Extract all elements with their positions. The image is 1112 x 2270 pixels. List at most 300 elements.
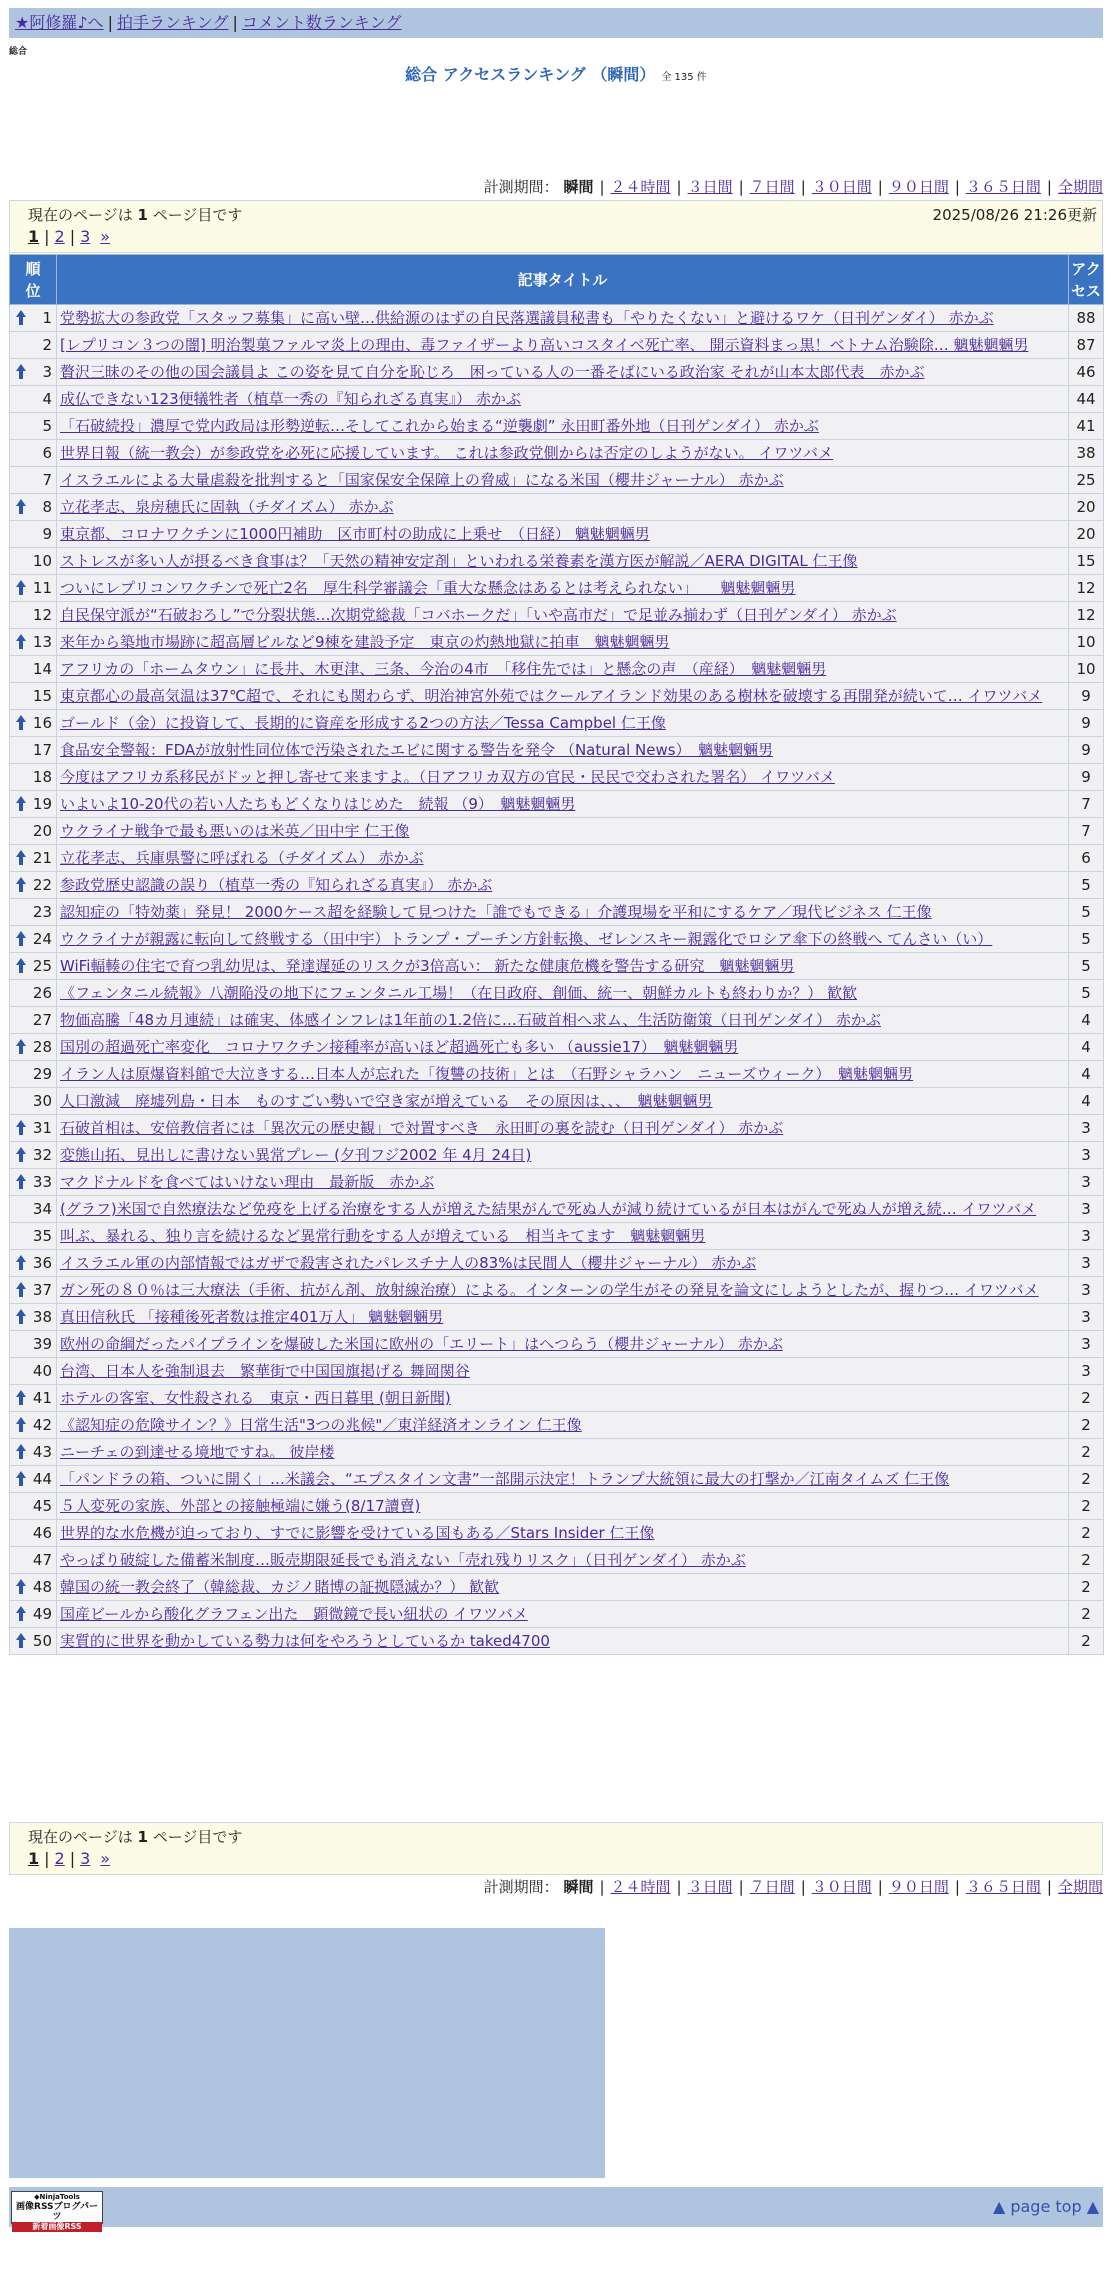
title-cell — [57, 629, 1069, 656]
period-current: 瞬間 — [563, 1878, 594, 1896]
access-count: 10 — [1069, 656, 1104, 683]
rank-number: 16 — [32, 714, 52, 732]
rank-cell — [10, 494, 57, 521]
title-text: 総合 アクセスランキング （瞬間） — [405, 65, 656, 84]
article-title-link[interactable]: 贅沢三昧のその他の国会議員よ この姿を見て自分を恥じろ 困っている人の一番そばにいる政治家 それが山本太郎代表 赤かぶ — [60, 363, 925, 381]
title-cell — [57, 872, 1069, 899]
access-count: 2 — [1069, 1547, 1104, 1574]
access-count: 10 — [1069, 629, 1104, 656]
rank-cell — [10, 1277, 57, 1304]
article-title-link[interactable]: 党勢拡大の参政党「スタッフ募集」に高い壁…供給源のはずの自民落選議員秘書も「やりたくない」と避けるワケ（日刊ゲンダイ） 赤かぶ — [60, 309, 994, 327]
access-count: 3 — [1069, 1304, 1104, 1331]
rank-number: 3 — [42, 363, 52, 381]
article-title-link[interactable]: 今度はアフリカ系移民がドッと押し寄せて来ますよ。（日アフリカ双方の官民・民民で交わされた署名） イワツバメ — [60, 768, 835, 786]
article-title-link[interactable]: 《認知症の危険サイン？》日常生活"3つの兆候"／東洋経済オンライン 仁王像 — [60, 1416, 582, 1434]
access-count: 46 — [1069, 359, 1104, 386]
access-count: 3 — [1069, 1223, 1104, 1250]
article-title-link[interactable]: 実質的に世界を動かしている勢力は何をやろうとしているか taked4700 — [60, 1632, 550, 1650]
ranking-body — [10, 305, 1104, 1655]
access-count: 5 — [1069, 926, 1104, 953]
access-count: 2 — [1069, 1385, 1104, 1412]
table-row — [10, 1304, 1104, 1331]
table-row — [10, 359, 1104, 386]
table-row — [10, 1547, 1104, 1574]
table-row — [10, 1250, 1104, 1277]
rank-cell — [10, 1061, 57, 1088]
table-row — [10, 791, 1104, 818]
rank-cell — [10, 413, 57, 440]
rank-number: 39 — [32, 1335, 52, 1353]
article-title-link[interactable]: 人口激減 廃墟列島・日本 ものすごい勢いで空き家が増えている その原因は、、、 魑魅魍魎男 — [60, 1092, 713, 1110]
rank-cell — [10, 602, 57, 629]
article-title-link[interactable]: 国産ビールから酸化グラフェン出た 顕微鏡で長い紐状の イワツバメ — [60, 1605, 528, 1623]
table-row — [10, 872, 1104, 899]
title-cell — [57, 845, 1069, 872]
access-count: 2 — [1069, 1439, 1104, 1466]
table-row — [10, 521, 1104, 548]
rank-number: 13 — [32, 633, 52, 651]
title-cell — [57, 1628, 1069, 1655]
col-title-header: 記事タイトル — [57, 255, 1069, 305]
access-count: 15 — [1069, 548, 1104, 575]
title-cell — [57, 1466, 1069, 1493]
article-title-link[interactable]: 認知症の「特効薬」発見！ 2000ケース超を経験して見つけた「誰でもできる」介護現場を平和にするケア／現代ビジネス 仁王像 — [60, 903, 932, 921]
rank-number: 5 — [42, 417, 52, 435]
table-row — [10, 845, 1104, 872]
access-count: 38 — [1069, 440, 1104, 467]
title-cell — [57, 521, 1069, 548]
table-row — [10, 1358, 1104, 1385]
table-row — [10, 1061, 1104, 1088]
title-cell — [57, 1169, 1069, 1196]
access-count: 3 — [1069, 1142, 1104, 1169]
pager-bottom — [9, 1822, 1103, 1875]
access-count: 25 — [1069, 467, 1104, 494]
rank-cell — [10, 953, 57, 980]
rank-up-arrow-icon — [16, 1147, 26, 1163]
article-count: 全 135 件 — [661, 72, 707, 83]
rank-number: 9 — [42, 525, 52, 543]
rank-cell — [10, 575, 57, 602]
period-24h-link[interactable]: ２４時間 — [610, 178, 671, 196]
title-cell — [57, 1493, 1069, 1520]
access-count: 20 — [1069, 494, 1104, 521]
period-label: 計測期間： — [483, 178, 559, 196]
rank-cell — [10, 1466, 57, 1493]
article-title-link[interactable]: WiFi輻輳の住宅で育つ乳幼児は、発達遅延のリスクが3倍高い： 新たな健康危機を警告する研究 魑魅魍魎男 — [60, 957, 795, 975]
rank-number: 4 — [42, 390, 52, 408]
article-title-link[interactable]: イスラエル軍の内部情報ではガザで殺害されたパレスチナ人の83%は民間人（櫻井ジャーナル） 赤かぶ — [60, 1254, 757, 1272]
table-row — [10, 1574, 1104, 1601]
title-cell — [57, 818, 1069, 845]
col-rank-header: 順 位 — [10, 255, 57, 305]
access-count: 2 — [1069, 1466, 1104, 1493]
article-title-link[interactable]: 国別の超過死亡率変化 コロナワクチン接種率が高いほど超過死亡も多い （aussie17） 魑魅魍魎男 — [60, 1038, 739, 1056]
article-title-link[interactable]: マクドナルドを食べてはいけない理由 最新版 赤かぶ — [60, 1173, 435, 1191]
article-title-link[interactable]: ニーチェの到達せる境地ですね。 彼岸楼 — [60, 1443, 335, 1461]
table-row — [10, 548, 1104, 575]
page-2-link[interactable]: 2 — [54, 1849, 65, 1868]
title-cell — [57, 1304, 1069, 1331]
title-cell — [57, 1277, 1069, 1304]
rank-up-arrow-icon — [16, 1255, 26, 1271]
rank-cell — [10, 791, 57, 818]
period-3d-link[interactable]: ３日間 — [687, 178, 733, 196]
article-title-link[interactable]: ホテルの客室、女性殺される 東京・西日暮里 (朝日新聞) — [60, 1389, 451, 1407]
article-title-link[interactable]: 真田信秋氏 「接種後死者数は推定401万人」 魑魅魍魎男 — [60, 1308, 444, 1326]
table-row — [10, 1007, 1104, 1034]
rank-cell — [10, 1088, 57, 1115]
table-row — [10, 683, 1104, 710]
rank-number: 40 — [32, 1362, 52, 1380]
title-cell — [57, 413, 1069, 440]
access-count: 3 — [1069, 1277, 1104, 1304]
title-cell — [57, 764, 1069, 791]
rank-number: 14 — [32, 660, 52, 678]
title-cell — [57, 1061, 1069, 1088]
table-row — [10, 386, 1104, 413]
rank-number: 28 — [32, 1038, 52, 1056]
col-access-header: アク セス — [1069, 255, 1104, 305]
table-row — [10, 737, 1104, 764]
title-cell — [57, 791, 1069, 818]
rank-cell — [10, 656, 57, 683]
page-links: 1 | 2 | 3 » — [28, 227, 111, 246]
title-cell — [57, 1358, 1069, 1385]
rank-number: 47 — [32, 1551, 52, 1569]
rank-number: 18 — [32, 768, 52, 786]
period-30d-link[interactable]: ３０日間 — [811, 178, 872, 196]
access-count: 9 — [1069, 737, 1104, 764]
title-cell — [57, 386, 1069, 413]
article-title-link[interactable]: ついにレプリコンワクチンで死亡2名 厚生科学審議会「重大な懸念はあるとは考えられない」 魑魅魍魎男 — [60, 579, 796, 597]
rank-number: 23 — [32, 903, 52, 921]
title-cell — [57, 1250, 1069, 1277]
separator: | — [107, 13, 113, 32]
article-title-link[interactable]: 欧州の命綱だったパイプラインを爆破した米国に欧州の「エリート」はへつらう（櫻井ジャーナル） 赤かぶ — [60, 1335, 783, 1353]
title-cell — [57, 575, 1069, 602]
rank-number: 31 — [32, 1119, 52, 1137]
table-row — [10, 1412, 1104, 1439]
table-row — [10, 602, 1104, 629]
rank-number: 20 — [32, 822, 52, 840]
article-title-link[interactable]: 石破首相は、安倍教信者には「異次元の歴史観」で対置すべき 永田町の裏を読む（日刊ゲンダイ） 赤かぶ — [60, 1119, 784, 1137]
access-count: 3 — [1069, 1115, 1104, 1142]
rank-up-arrow-icon — [16, 1579, 26, 1595]
period-365d-link[interactable]: ３６５日間 — [965, 1878, 1041, 1896]
ad-placeholder — [9, 1928, 605, 2178]
article-title-link[interactable]: 食品安全警報：FDAが放射性同位体で汚染されたエビに関する警告を発令 （Natural News） 魑魅魍魎男 — [60, 741, 774, 759]
article-title-link[interactable]: 立花孝志、兵庫県警に呼ばれる（チダイズム） 赤かぶ — [60, 849, 424, 867]
rank-cell — [10, 1520, 57, 1547]
rank-cell — [10, 1034, 57, 1061]
rank-cell — [10, 1115, 57, 1142]
access-count: 20 — [1069, 521, 1104, 548]
title-cell — [57, 467, 1069, 494]
page-links: 1 | 2 | 3 » — [28, 1849, 111, 1868]
rank-up-arrow-icon — [16, 958, 26, 974]
page-1-link[interactable]: 1 — [28, 1849, 40, 1868]
table-row — [10, 1034, 1104, 1061]
period-7d-link[interactable]: ７日間 — [749, 1878, 795, 1896]
access-count: 3 — [1069, 1250, 1104, 1277]
rank-number: 43 — [32, 1443, 52, 1461]
table-row — [10, 926, 1104, 953]
access-count: 2 — [1069, 1493, 1104, 1520]
rank-up-arrow-icon — [16, 634, 26, 650]
article-title-link[interactable]: (グラフ)米国で自然療法など免疫を上げる治療をする人が増えた結果がんで死ぬ人が減り続けているが日本はがんで死ぬ人が増え続… イワツバメ — [60, 1200, 1037, 1218]
article-title-link[interactable]: 韓国の統一教会終了（韓総裁、カジノ賭博の証拠隠滅か？） 歓歓 — [60, 1578, 500, 1596]
page-3-link[interactable]: 3 — [80, 227, 91, 246]
rank-cell — [10, 1142, 57, 1169]
comment-ranking-link[interactable]: コメント数ランキング — [241, 13, 402, 32]
article-title-link[interactable]: 物価高騰「48カ月連続」は確実、体感インフレは1年前の1.2倍に…石破首相へ求ム、生活防衛策（日刊ゲンダイ） 赤かぶ — [60, 1011, 881, 1029]
footer-bar — [9, 2187, 1103, 2231]
rank-up-arrow-icon — [16, 1390, 26, 1406]
rank-number: 44 — [32, 1470, 52, 1488]
rank-number: 6 — [42, 444, 52, 462]
table-row — [10, 980, 1104, 1007]
rank-number: 22 — [32, 876, 52, 894]
article-title-link[interactable]: 東京都心の最高気温は37℃超で、それにも関わらず、明治神宮外苑ではクールアイランド効果のある樹林を破壊する再開発が続いて… イワツバメ — [60, 687, 1043, 705]
rank-cell — [10, 1385, 57, 1412]
article-title-link[interactable]: 立花孝志、泉房穂氏に固執（チダイズム） 赤かぶ — [60, 498, 394, 516]
period-3d-link[interactable]: ３日間 — [687, 1878, 733, 1896]
rank-up-arrow-icon — [16, 1120, 26, 1136]
ninja-rss-badge[interactable]: ◆NinjaTools 画像RSSブログパーツ 新着画像RSS — [11, 2191, 103, 2224]
title-cell — [57, 1007, 1069, 1034]
access-count: 5 — [1069, 872, 1104, 899]
rank-number: 11 — [32, 579, 52, 597]
table-row — [10, 467, 1104, 494]
page-title — [0, 62, 1112, 85]
table-row — [10, 1277, 1104, 1304]
table-row — [10, 1628, 1104, 1655]
period-30d-link[interactable]: ３０日間 — [811, 1878, 872, 1896]
home-link[interactable]: ★阿修羅♪へ — [15, 13, 104, 32]
period-365d-link[interactable]: ３６５日間 — [965, 178, 1041, 196]
article-title-link[interactable]: ゴールド（金）に投資して、長期的に資産を形成する2つの方法／Tessa Campbel 仁王像 — [60, 714, 666, 732]
rank-number: 41 — [32, 1389, 52, 1407]
article-title-link[interactable]: 東京都、コロナワクチンに1000円補助 区市町村の助成に上乗せ （日経） 魑魅魍魎男 — [60, 525, 650, 543]
rank-cell — [10, 1331, 57, 1358]
rank-up-arrow-icon — [16, 715, 26, 731]
rank-cell — [10, 683, 57, 710]
access-count: 44 — [1069, 386, 1104, 413]
table-row — [10, 1520, 1104, 1547]
rank-number: 21 — [32, 849, 52, 867]
article-title-link[interactable]: 参政党歴史認識の誤り（植草一秀の『知られざる真実』） 赤かぶ — [60, 876, 493, 894]
rank-cell — [10, 359, 57, 386]
access-count: 12 — [1069, 602, 1104, 629]
access-count: 9 — [1069, 683, 1104, 710]
article-title-link[interactable]: 成仏できない123便犠牲者（植草一秀の『知られざる真実』） 赤かぶ — [60, 390, 521, 408]
title-cell — [57, 332, 1069, 359]
rank-number: 24 — [32, 930, 52, 948]
title-cell — [57, 926, 1069, 953]
table-row — [10, 575, 1104, 602]
title-cell — [57, 359, 1069, 386]
page-1-link[interactable]: 1 — [28, 227, 40, 246]
table-row — [10, 1088, 1104, 1115]
rank-number: 29 — [32, 1065, 52, 1083]
article-title-link[interactable]: 自民保守派が“石破おろし”で分裂状態…次期党総裁「コバホークだ」「いや高市だ」で足並み揃わず（日刊ゲンダイ） 赤かぶ — [60, 606, 897, 624]
rank-number: 25 — [32, 957, 52, 975]
pager-status: 現在のページは 1 ページ目です — [28, 1828, 243, 1846]
applause-ranking-link[interactable]: 拍手ランキング — [116, 13, 229, 32]
article-title-link[interactable]: 「石破続投」濃厚で党内政局は形勢逆転…そしてこれから始まる“逆襲劇” 永田町番外地（日刊ゲンダイ） 赤かぶ — [60, 417, 819, 435]
title-cell — [57, 1547, 1069, 1574]
title-cell — [57, 548, 1069, 575]
rank-up-arrow-icon — [16, 796, 26, 812]
article-title-link[interactable]: アフリカの「ホームタウン」に長井、木更津、三条、今治の4市 「移住先では」と懸念の声 （産経） 魑魅魍魎男 — [60, 660, 827, 678]
rank-cell — [10, 1196, 57, 1223]
article-title-link[interactable]: 世界日報（統一教会）が参政党を必死に応援しています。 これは参政党側からは否定のしようがない。 イワツバメ — [60, 444, 834, 462]
update-time: 2025/08/26 21:26更新 — [932, 206, 1097, 224]
access-count: 3 — [1069, 1358, 1104, 1385]
rank-number: 42 — [32, 1416, 52, 1434]
table-row — [10, 710, 1104, 737]
table-row — [10, 1196, 1104, 1223]
rank-cell — [10, 1628, 57, 1655]
rank-up-arrow-icon — [16, 1471, 26, 1487]
rank-cell — [10, 521, 57, 548]
title-cell — [57, 1196, 1069, 1223]
access-count: 4 — [1069, 1007, 1104, 1034]
table-row — [10, 899, 1104, 926]
rank-number: 8 — [42, 498, 52, 516]
rank-number: 49 — [32, 1605, 52, 1623]
rank-number: 27 — [32, 1011, 52, 1029]
rank-cell — [10, 548, 57, 575]
title-cell — [57, 1601, 1069, 1628]
access-count: 2 — [1069, 1601, 1104, 1628]
table-row — [10, 1115, 1104, 1142]
access-count: 7 — [1069, 791, 1104, 818]
title-cell — [57, 1115, 1069, 1142]
period-current: 瞬間 — [563, 178, 594, 196]
title-cell — [57, 602, 1069, 629]
title-cell — [57, 656, 1069, 683]
access-count: 5 — [1069, 980, 1104, 1007]
title-cell — [57, 1331, 1069, 1358]
rank-cell — [10, 845, 57, 872]
rank-number: 19 — [32, 795, 52, 813]
table-row — [10, 413, 1104, 440]
access-count: 6 — [1069, 845, 1104, 872]
title-cell — [57, 710, 1069, 737]
rank-cell — [10, 467, 57, 494]
article-title-link[interactable]: ウクライナが親露に転向して終戦する（田中宇）トランプ・プーチン方針転換、ゼレンスキー親露化でロシア傘下の終戦へ てんさい（い） — [60, 930, 993, 948]
rank-up-arrow-icon — [16, 1417, 26, 1433]
rank-cell — [10, 926, 57, 953]
rank-number: 1 — [42, 309, 52, 327]
rank-cell — [10, 1007, 57, 1034]
title-cell — [57, 1223, 1069, 1250]
rank-cell — [10, 710, 57, 737]
title-cell — [57, 1439, 1069, 1466]
period-all-link[interactable]: 全期間 — [1057, 1878, 1103, 1896]
title-cell — [57, 1142, 1069, 1169]
title-cell — [57, 1385, 1069, 1412]
access-count: 41 — [1069, 413, 1104, 440]
page-top-link[interactable]: ▲ page top ▲ — [992, 2197, 1099, 2216]
article-title-link[interactable]: ５人変死の家族、外部との接触極端に嫌う(8/17讀賣) — [60, 1497, 421, 1515]
page-3-link[interactable]: 3 — [80, 1849, 91, 1868]
rank-up-arrow-icon — [16, 310, 26, 326]
rank-number: 15 — [32, 687, 52, 705]
rank-cell — [10, 764, 57, 791]
article-title-link[interactable]: ストレスが多い人が摂るべき食事は？「天然の精神安定剤」といわれる栄養素を漢方医が解説／AERA DIGITAL 仁王像 — [60, 552, 858, 570]
rank-cell — [10, 1169, 57, 1196]
rank-up-arrow-icon — [16, 1606, 26, 1622]
table-row — [10, 818, 1104, 845]
article-title-link[interactable]: 《フェンタニル続報》八潮陥没の地下にフェンタニル工場！（在日政府、創価、統一、朝鮮カルトも終わりか？） 歓歓 — [60, 984, 858, 1002]
category-label: 総合 — [9, 47, 28, 57]
access-count: 9 — [1069, 710, 1104, 737]
rank-cell — [10, 629, 57, 656]
article-title-link[interactable]: イラン人は原爆資料館で大泣きする…日本人が忘れた「復讐の技術」とは （石野シャラハン ニューズウィーク） 魑魅魍魎男 — [60, 1065, 914, 1083]
period-all-link[interactable]: 全期間 — [1057, 178, 1103, 196]
rank-up-arrow-icon — [16, 931, 26, 947]
title-cell — [57, 1034, 1069, 1061]
next-page-link[interactable]: » — [100, 1849, 111, 1868]
rank-number: 10 — [32, 552, 52, 570]
title-cell — [57, 683, 1069, 710]
title-cell — [57, 953, 1069, 980]
article-title-link[interactable]: [レプリコン３つの闇] 明治製菓ファルマ炎上の理由、毒ファイザーより高いコスタイベ死亡率、 開示資料まっ黒！ベトナム治験除… 魑魅魍魎男 — [60, 336, 1029, 354]
title-cell — [57, 980, 1069, 1007]
article-title-link[interactable]: ガン死の８０％は三大療法（手術、抗がん剤、放射線治療）による。インターンの学生がその発見を論文にしようとしたが、握りつ… イワツバメ — [60, 1281, 1039, 1299]
rank-number: 7 — [42, 471, 52, 489]
next-page-link[interactable]: » — [100, 227, 111, 246]
article-title-link[interactable]: 世界的な水危機が迫っており、すでに影響を受けている国もある／Stars Insider 仁王像 — [60, 1524, 655, 1542]
period-7d-link[interactable]: ７日間 — [749, 178, 795, 196]
article-title-link[interactable]: 「パンドラの箱、ついに開く」…米議会、“エプスタイン文書”一部開示決定！トランプ大統領に最大の打撃か／江南タイムズ 仁王像 — [60, 1470, 950, 1488]
title-cell — [57, 1412, 1069, 1439]
period-90d-link[interactable]: ９０日間 — [888, 1878, 949, 1896]
rank-cell — [10, 1493, 57, 1520]
article-title-link[interactable]: 来年から築地市場跡に超高層ビルなど9棟を建設予定 東京の灼熱地獄に拍車 魑魅魍魎男 — [60, 633, 670, 651]
rank-up-arrow-icon — [16, 499, 26, 515]
article-title-link[interactable]: 台湾、日本人を強制退去 繁華街で中国国旗掲げる 舞岡関谷 — [60, 1362, 470, 1380]
article-title-link[interactable]: やっぱり破綻した備蓄米制度…販売期限延長でも消えない「売れ残りリスク」（日刊ゲンダイ） 赤かぶ — [60, 1551, 746, 1569]
rank-number: 17 — [32, 741, 52, 759]
table-row — [10, 1439, 1104, 1466]
page-2-link[interactable]: 2 — [54, 227, 65, 246]
rank-cell — [10, 899, 57, 926]
period-90d-link[interactable]: ９０日間 — [888, 178, 949, 196]
period-24h-link[interactable]: ２４時間 — [610, 1878, 671, 1896]
pager-top — [9, 200, 1103, 253]
rank-number: 12 — [32, 606, 52, 624]
rank-cell — [10, 332, 57, 359]
article-title-link[interactable]: イスラエルによる大量虐殺を批判すると「国家保安全保障上の脅威」になる米国（櫻井ジャーナル） 赤かぶ — [60, 471, 784, 489]
rank-cell — [10, 1439, 57, 1466]
article-title-link[interactable]: ウクライナ戦争で最も悪いのは米英／田中宇 仁王像 — [60, 822, 410, 840]
article-title-link[interactable]: 叫ぶ、暴れる、独り言を続けるなど異常行動をする人が増えている 相当キてます 魑魅魍魎男 — [60, 1227, 706, 1245]
rank-number: 33 — [32, 1173, 52, 1191]
article-title-link[interactable]: 変態山拓、見出しに書けない異常プレー (夕刊フジ2002 年 4月 24日) — [60, 1146, 532, 1164]
rank-cell — [10, 1250, 57, 1277]
rank-number: 32 — [32, 1146, 52, 1164]
access-count: 2 — [1069, 1412, 1104, 1439]
period-selector-top: 計測期間： 瞬間 | ２４時間 | ３日間 | ７日間 | ３０日間 | ９０日間 | ３６５日間 | 全期間 — [483, 178, 1103, 196]
table-row — [10, 1331, 1104, 1358]
access-count: 3 — [1069, 1196, 1104, 1223]
rank-up-arrow-icon — [16, 364, 26, 380]
article-title-link[interactable]: いよいよ10-20代の若い人たちもどくなりはじめた 続報 （9） 魑魅魍魎男 — [60, 795, 576, 813]
